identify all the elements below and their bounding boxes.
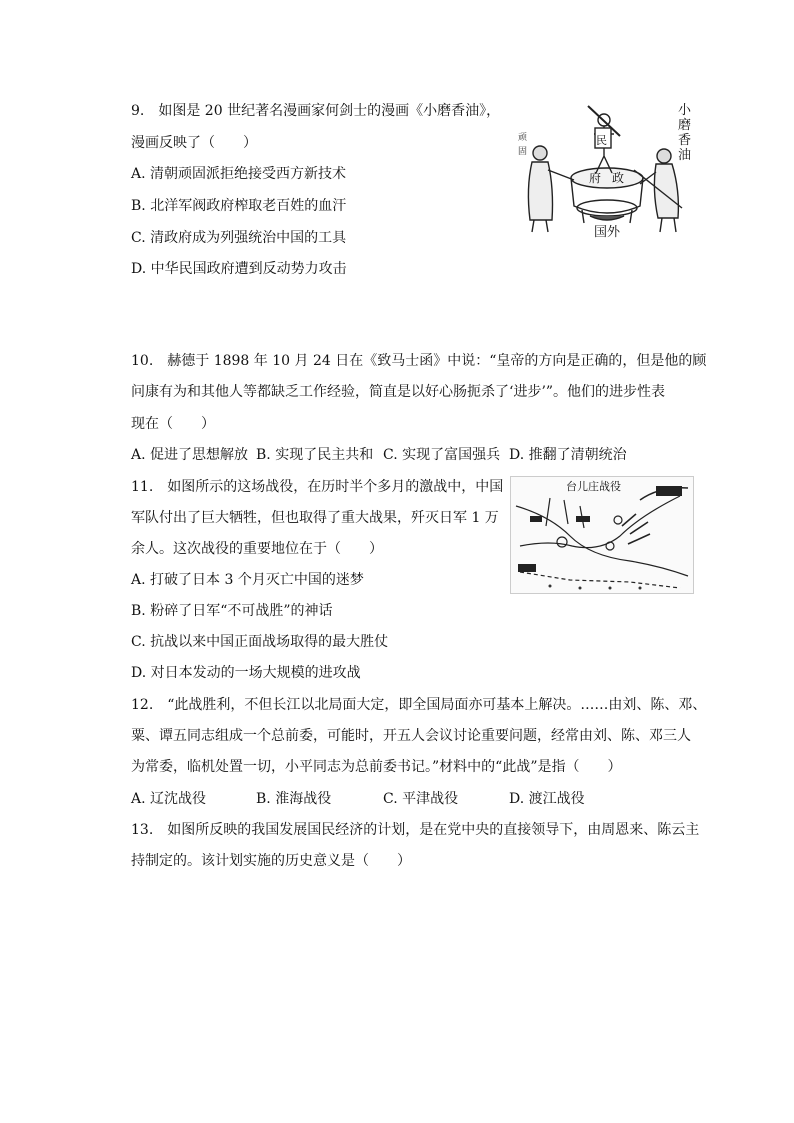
battle-map-title: 台儿庄战役 xyxy=(566,480,621,493)
q11-stem-line-1: 11. 如图所示的这场战役，在历时半个多月的激战中，中国 xyxy=(131,479,504,495)
q11-option-a: A. 打破了日本 3 个月灭亡中国的迷梦 xyxy=(131,572,364,588)
q11-option-c: C. 抗战以来中国正面战场取得的最大胜仗 xyxy=(131,634,389,650)
q9-option-a: A. 清朝顽固派拒绝接受西方新技术 xyxy=(131,166,347,182)
q9-option-b: B. 北洋军阀政府榨取老百姓的血汗 xyxy=(131,198,347,214)
q11-option-d: D. 对日本发动的一场大规模的进攻战 xyxy=(131,665,361,681)
q11-option-b: B. 粉碎了日军“不可战胜”的神话 xyxy=(131,603,333,619)
q10-option-a: A. 促进了思想解放 xyxy=(131,447,249,463)
q10-option-b: B. 实现了民主共和 xyxy=(256,447,374,463)
q9-stem-line-1: 9. 如图是 20 世纪著名漫画家何剑士的漫画《小磨香油》， xyxy=(131,103,501,119)
q12-stem-line-3: 为常委，临机处置一切，小平同志为总前委书记。”材料中的“此战”是指（ ） xyxy=(131,759,622,775)
q11-stem-line-3: 余人。这次战役的重要地位在于（ ） xyxy=(131,541,383,557)
q11-battle-map-figure xyxy=(510,476,694,594)
q12-stem-line-2: 粟、谭五同志组成一个总前委，可能时，开五人会议讨论重要问题，经常由刘、陈、邓三人 xyxy=(131,728,691,744)
battle-map xyxy=(510,476,694,594)
q10-stem-line-3: 现在（ ） xyxy=(131,416,215,432)
cartoon-label-fu: 府 xyxy=(589,171,602,185)
cartoon-title-char-2: 磨 xyxy=(678,118,692,133)
q10-option-d: D. 推翻了清朝统治 xyxy=(509,447,627,463)
cartoon-illustration xyxy=(512,98,694,244)
q13-stem-line-2: 持制定的。该计划实施的历史意义是（ ） xyxy=(131,853,411,869)
cartoon-side-char-1: 顽 xyxy=(518,133,528,143)
q9-stem-line-2: 漫画反映了（ ） xyxy=(131,135,257,151)
q12-stem-line-1: 12. “此战胜利，不但长江以北局面大定，即全国局面亦可基本上解决。……由刘、陈、邓、 xyxy=(131,697,707,713)
q9-option-c: C. 清政府成为列强统治中国的工具 xyxy=(131,230,347,246)
cartoon-title-char-3: 香 xyxy=(678,133,692,148)
cartoon-title-char-1: 小 xyxy=(678,103,692,118)
cartoon-side-char-2: 固 xyxy=(518,147,528,157)
q12-option-c: C. 平津战役 xyxy=(383,791,459,807)
q10-stem-line-2: 问康有为和其他人等都缺乏工作经验，简直是以好心肠扼杀了‘进步’”。他们的进步性表 xyxy=(131,384,666,400)
cartoon-label-guowai: 国外 xyxy=(594,225,621,240)
cartoon-label-min: 民 xyxy=(596,134,607,147)
q9-option-d: D. 中华民国政府遭到反动势力攻击 xyxy=(131,261,347,277)
cartoon-label-zheng: 政 xyxy=(612,171,625,185)
q13-stem-line-1: 13. 如图所反映的我国发展国民经济的计划，是在党中央的直接领导下，由周恩来、陈云主 xyxy=(131,822,700,838)
q12-option-d: D. 渡江战役 xyxy=(509,791,585,807)
q12-option-b: B. 淮海战役 xyxy=(256,791,332,807)
cartoon-title-char-4: 油 xyxy=(678,148,692,163)
q9-cartoon-figure xyxy=(512,98,694,244)
q11-stem-line-2: 军队付出了巨大牺牲，但也取得了重大战果，歼灭日军 1 万 xyxy=(131,510,499,526)
q10-option-c: C. 实现了富国强兵 xyxy=(383,447,501,463)
q12-option-a: A. 辽沈战役 xyxy=(131,791,207,807)
q10-stem-line-1: 10. 赫德于 1898 年 10 月 24 日在《致马士函》中说：“皇帝的方向是正确的，但是他的顾 xyxy=(131,353,707,369)
